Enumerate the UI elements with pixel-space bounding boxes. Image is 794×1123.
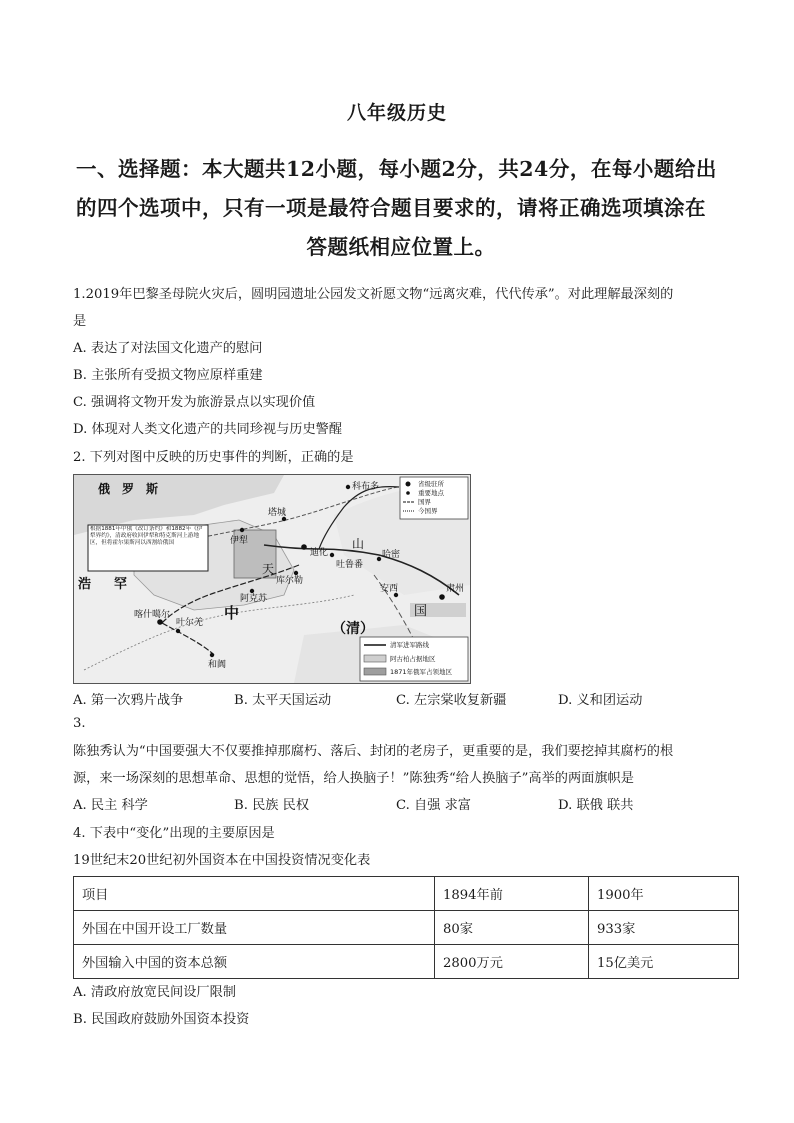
map-label-akesu: 阿克苏 <box>240 594 268 604</box>
map-label-kebuduo: 科布多 <box>352 482 380 492</box>
legend-provincial-seat: 省级驻所 <box>418 480 444 488</box>
table-row <box>74 945 739 979</box>
map-label-zhong: 中 <box>224 604 240 622</box>
map-label-anxi: 安西 <box>380 584 399 594</box>
map-label-guo: 国 <box>414 604 428 619</box>
q1-option-c: C. 强调将文物开发为旅游景点以实现价值 <box>73 395 316 410</box>
q2-stem: 2. 下列对图中反映的历史事件的判断，正确的是 <box>73 450 354 465</box>
table-row <box>74 911 739 945</box>
q1-stem-line-1: 1.2019年巴黎圣母院火灾后，圆明园遗址公园发文祈愿文物“远离灾难，代代传承”。对此理解最深刻的 <box>73 287 674 302</box>
map-label-kashi: 喀什噶尔 <box>134 610 171 620</box>
legend-qing-route: 清军进军路线 <box>390 641 429 649</box>
q1-option-a: A. 表达了对法国文化遗产的慰问 <box>73 341 263 356</box>
table-header-cell: 1900年 <box>589 877 739 911</box>
table-cell: 外国输入中国的资本总额 <box>74 945 435 979</box>
q3-option-b: B. 民族 民权 <box>234 798 310 813</box>
map-label-kuerle: 库尔勒 <box>276 576 304 586</box>
q1-option-b: B. 主张所有受损文物应原样重建 <box>73 368 263 383</box>
q1-option-d: D. 体现对人类文化遗产的共同珍视与历史警醒 <box>73 422 343 437</box>
map-label-tulufan: 吐鲁番 <box>336 560 364 570</box>
q4-table-title: 19世纪末20世纪初外国资本在中国投资情况变化表 <box>73 853 371 868</box>
map-label-qing: （清） <box>332 621 374 637</box>
investment-table <box>73 876 739 979</box>
table-cell: 933家 <box>589 911 739 945</box>
map-label-shan: 山 <box>352 537 365 551</box>
q3-option-a: A. 民主 科学 <box>73 798 148 813</box>
table-header-cell: 1894年前 <box>435 877 589 911</box>
map-label-han: 罕 <box>114 577 128 592</box>
q3-option-c: C. 自强 求富 <box>396 798 471 813</box>
q4-option-b: B. 民国政府鼓励外国资本投资 <box>73 1012 250 1027</box>
map-label-tacheng: 塔城 <box>268 508 287 518</box>
q3-number: 3. <box>73 716 86 731</box>
q2-option-c: C. 左宗棠收复新疆 <box>396 693 507 708</box>
table-cell: 外国在中国开设工厂数量 <box>74 911 435 945</box>
map-label-yili: 伊犁 <box>230 536 249 546</box>
section-heading-line-2: 的四个选项中，只有一项是最符合题目要求的，请将正确选项填涂在 <box>76 196 706 220</box>
map-label-hao: 浩 <box>78 577 92 592</box>
map-treaty-note: 根据1881年中俄《改订条约》和1882年《伊犁界约》，清政府收回伊犁和特克斯河上游地区，但将霍尔果斯河以西割给俄国 <box>90 526 203 547</box>
legend-modern-border: 今国界 <box>418 507 438 515</box>
page-title: 八年级历史 <box>346 102 447 124</box>
table-cell: 2800万元 <box>435 945 589 979</box>
map-label-hetian: 和阗 <box>208 660 227 670</box>
q3-stem-line-1: 陈独秀认为“中国要强大不仅要推掉那腐朽、落后、封闭的老房子，更重要的是，我们要挖掉其腐朽的根 <box>73 744 674 759</box>
map-label-dihua: 迪化 <box>310 548 329 558</box>
map-label-shache: 叶尔羌 <box>176 618 204 628</box>
section-heading-line-1: 一、选择题：本大题共12小题，每小题2分，共24分，在每小题给出 <box>76 157 717 181</box>
q2-option-a: A. 第一次鸦片战争 <box>73 693 184 708</box>
legend-yakub-area: 阿古柏占据地区 <box>390 655 436 663</box>
q3-option-d: D. 联俄 联共 <box>558 798 634 813</box>
table-cell: 80家 <box>435 911 589 945</box>
table-cell: 15亿美元 <box>589 945 739 979</box>
table-header-cell: 项目 <box>74 877 435 911</box>
map-label-hami: 哈密 <box>382 550 401 560</box>
legend-national-border: 国界 <box>418 498 431 506</box>
q2-option-d: D. 义和团运动 <box>558 693 643 708</box>
map-label-russia: 俄 罗 斯 <box>98 482 159 496</box>
table-header-row <box>74 877 739 911</box>
section-heading <box>76 150 726 267</box>
map-label-suzhou: 肃州 <box>446 584 465 594</box>
q4-option-a: A. 清政府放宽民间设厂限制 <box>73 985 236 1000</box>
section-heading-line-3: 答题纸相应位置上。 <box>306 235 496 259</box>
map-label-tian: 天 <box>262 562 275 576</box>
q2-option-b: B. 太平天国运动 <box>234 693 332 708</box>
q1-stem-line-2: 是 <box>73 314 87 329</box>
legend-important-place: 重要地点 <box>418 489 444 497</box>
q4-stem: 4. 下表中“变化”出现的主要原因是 <box>73 826 275 841</box>
legend-russia-1871: 1871年俄军占领地区 <box>390 668 453 676</box>
q3-stem-line-2: 源，来一场深刻的思想革命、思想的觉悟，给人换脑子！”陈独秀“给人换脑子”高举的两面旗帜是 <box>73 771 634 786</box>
historical-map <box>73 474 471 684</box>
